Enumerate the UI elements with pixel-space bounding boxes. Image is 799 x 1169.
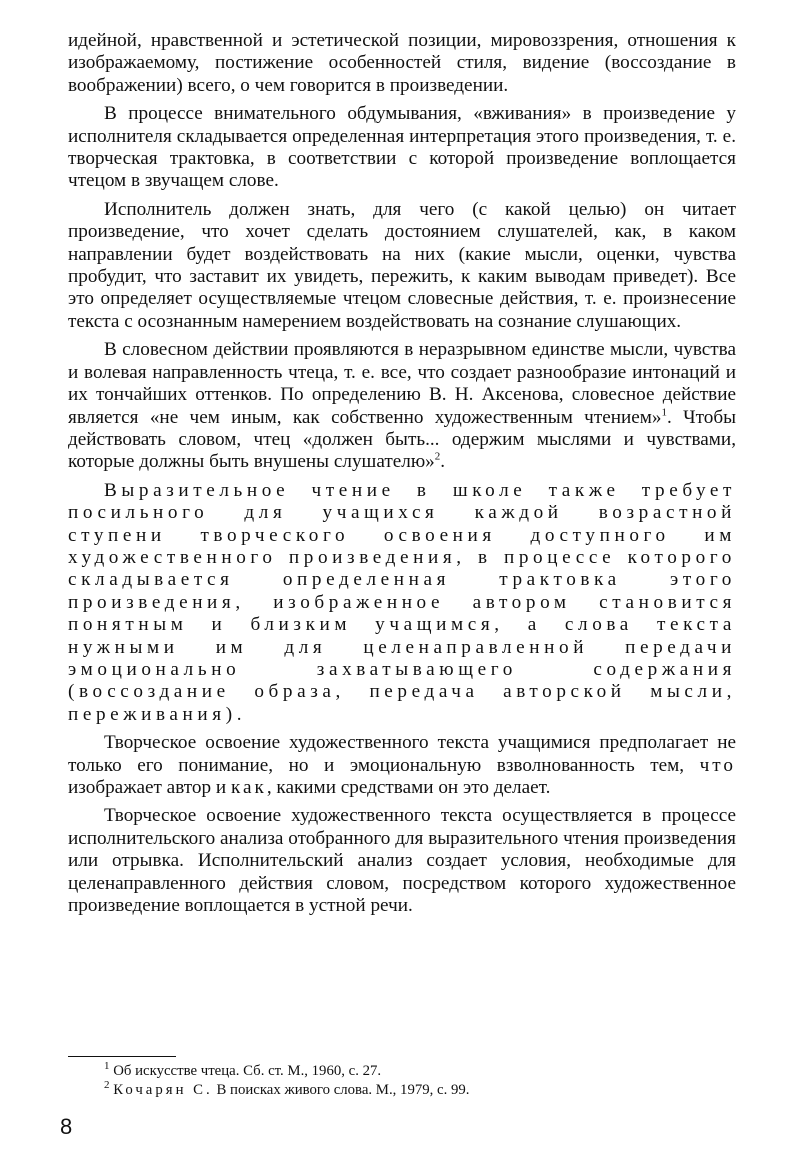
paragraph-verbal-action	[68, 339, 736, 473]
footnote-divider	[68, 1056, 176, 1057]
verbal-action-end: .	[440, 451, 446, 473]
footnote-1	[104, 1062, 704, 1081]
paragraph-performance-analysis: Творческое освоение художественного текста осуществляется в процессе исполнительского анализа отобранного для выразительного чтения произведения или отрывка. Исполнительский анализ создает условия, необходимые для целенаправленного действия словом, посредством которого художественное произведение воплощается в устной речи.	[68, 805, 736, 917]
emphasis-how: как	[230, 777, 267, 798]
footnote-ref-2: 2	[434, 450, 441, 463]
paragraph-performer-purpose: Исполнитель должен знать, для чего (с какой целью) он читает произведение, что хочет сделать достоянием слушателей, как, в каком направлении будет воздействовать на них (какие мысли, оценки, чувства пробудит, что заставит их увидеть, пережить, к каким выводам приведет). Все это определяет осуществляемые чтецом словесные действия, т. е. произнесение текста с осознанным намерением воздействовать на сознание слушающих.	[68, 198, 736, 332]
verbal-action-text-2: . Чтобы действовать словом, чтец «должен быть... одержим мыслями и чувствами, которые должны быть внушены слушателю»	[68, 406, 736, 473]
paragraph-continuation: идейной, нравственной и эстетической позиции, мировоззрения, отношения к изображаемому, постижение особенностей стиля, видение (воссоздание в воображении) всего, о чем говорится в произведении.	[68, 30, 736, 96]
footnote-ref-1: 1	[661, 406, 668, 419]
paragraph-creative-mastery	[68, 732, 736, 799]
footnote-1-number: 1	[104, 1060, 110, 1073]
body-text	[68, 30, 736, 917]
emphasis-what: что	[699, 754, 736, 776]
creative-mastery-text-2: изображает автор и	[68, 777, 231, 798]
paragraph-school-reading: Выразительное чтение в школе также требует посильного для учащихся каждой возрастной ступени творческого освоения доступного им художественного произведения, в процессе которого складывается определенная трактовка этого произведения, изображенное автором становится понятным и близким учащимся, а слова текста нужными им для целенаправленной передачи эмоционально захватывающего содержания (воссоздание образа, передача авторской мысли, переживания).	[68, 479, 736, 725]
footnote-2-text: В поисках живого слова. М., 1979, с. 99.	[212, 1082, 470, 1098]
page-number: 8	[60, 1114, 73, 1139]
footnote-2	[104, 1081, 704, 1100]
footnote-1-text: Об искусстве чтеца. Сб. ст. М., 1960, с. 27.	[113, 1063, 382, 1079]
verbal-action-text: В словесном действии проявляются в неразрывном единстве мысли, чувства и волевая направленность чтеца, т. е. все, что создает разнообразие интонаций и их тончайших оттенков. По определению В. Н. Аксенова, словесное действие является «не чем иным, как собственно художественным чтением»	[68, 339, 736, 428]
footnotes	[104, 1062, 704, 1100]
paragraph-interpretation: В процессе внимательного обдумывания, «вживания» в произведение у исполнителя складывается определенная интерпретация этого произведения, т. е. творческая трактовка, в соответствии с которой произведение воплощается чтецом в звучащем слове.	[68, 103, 736, 192]
creative-mastery-text: Творческое освоение художественного текста учащимися предполагает не только его понимание, но и эмоциональную взволнованность тем,	[68, 732, 736, 776]
footnote-2-author: Кочарян С.	[113, 1082, 213, 1098]
creative-mastery-text-3: , какими средствами он это делает.	[266, 777, 551, 798]
footnote-2-number: 2	[104, 1079, 110, 1092]
